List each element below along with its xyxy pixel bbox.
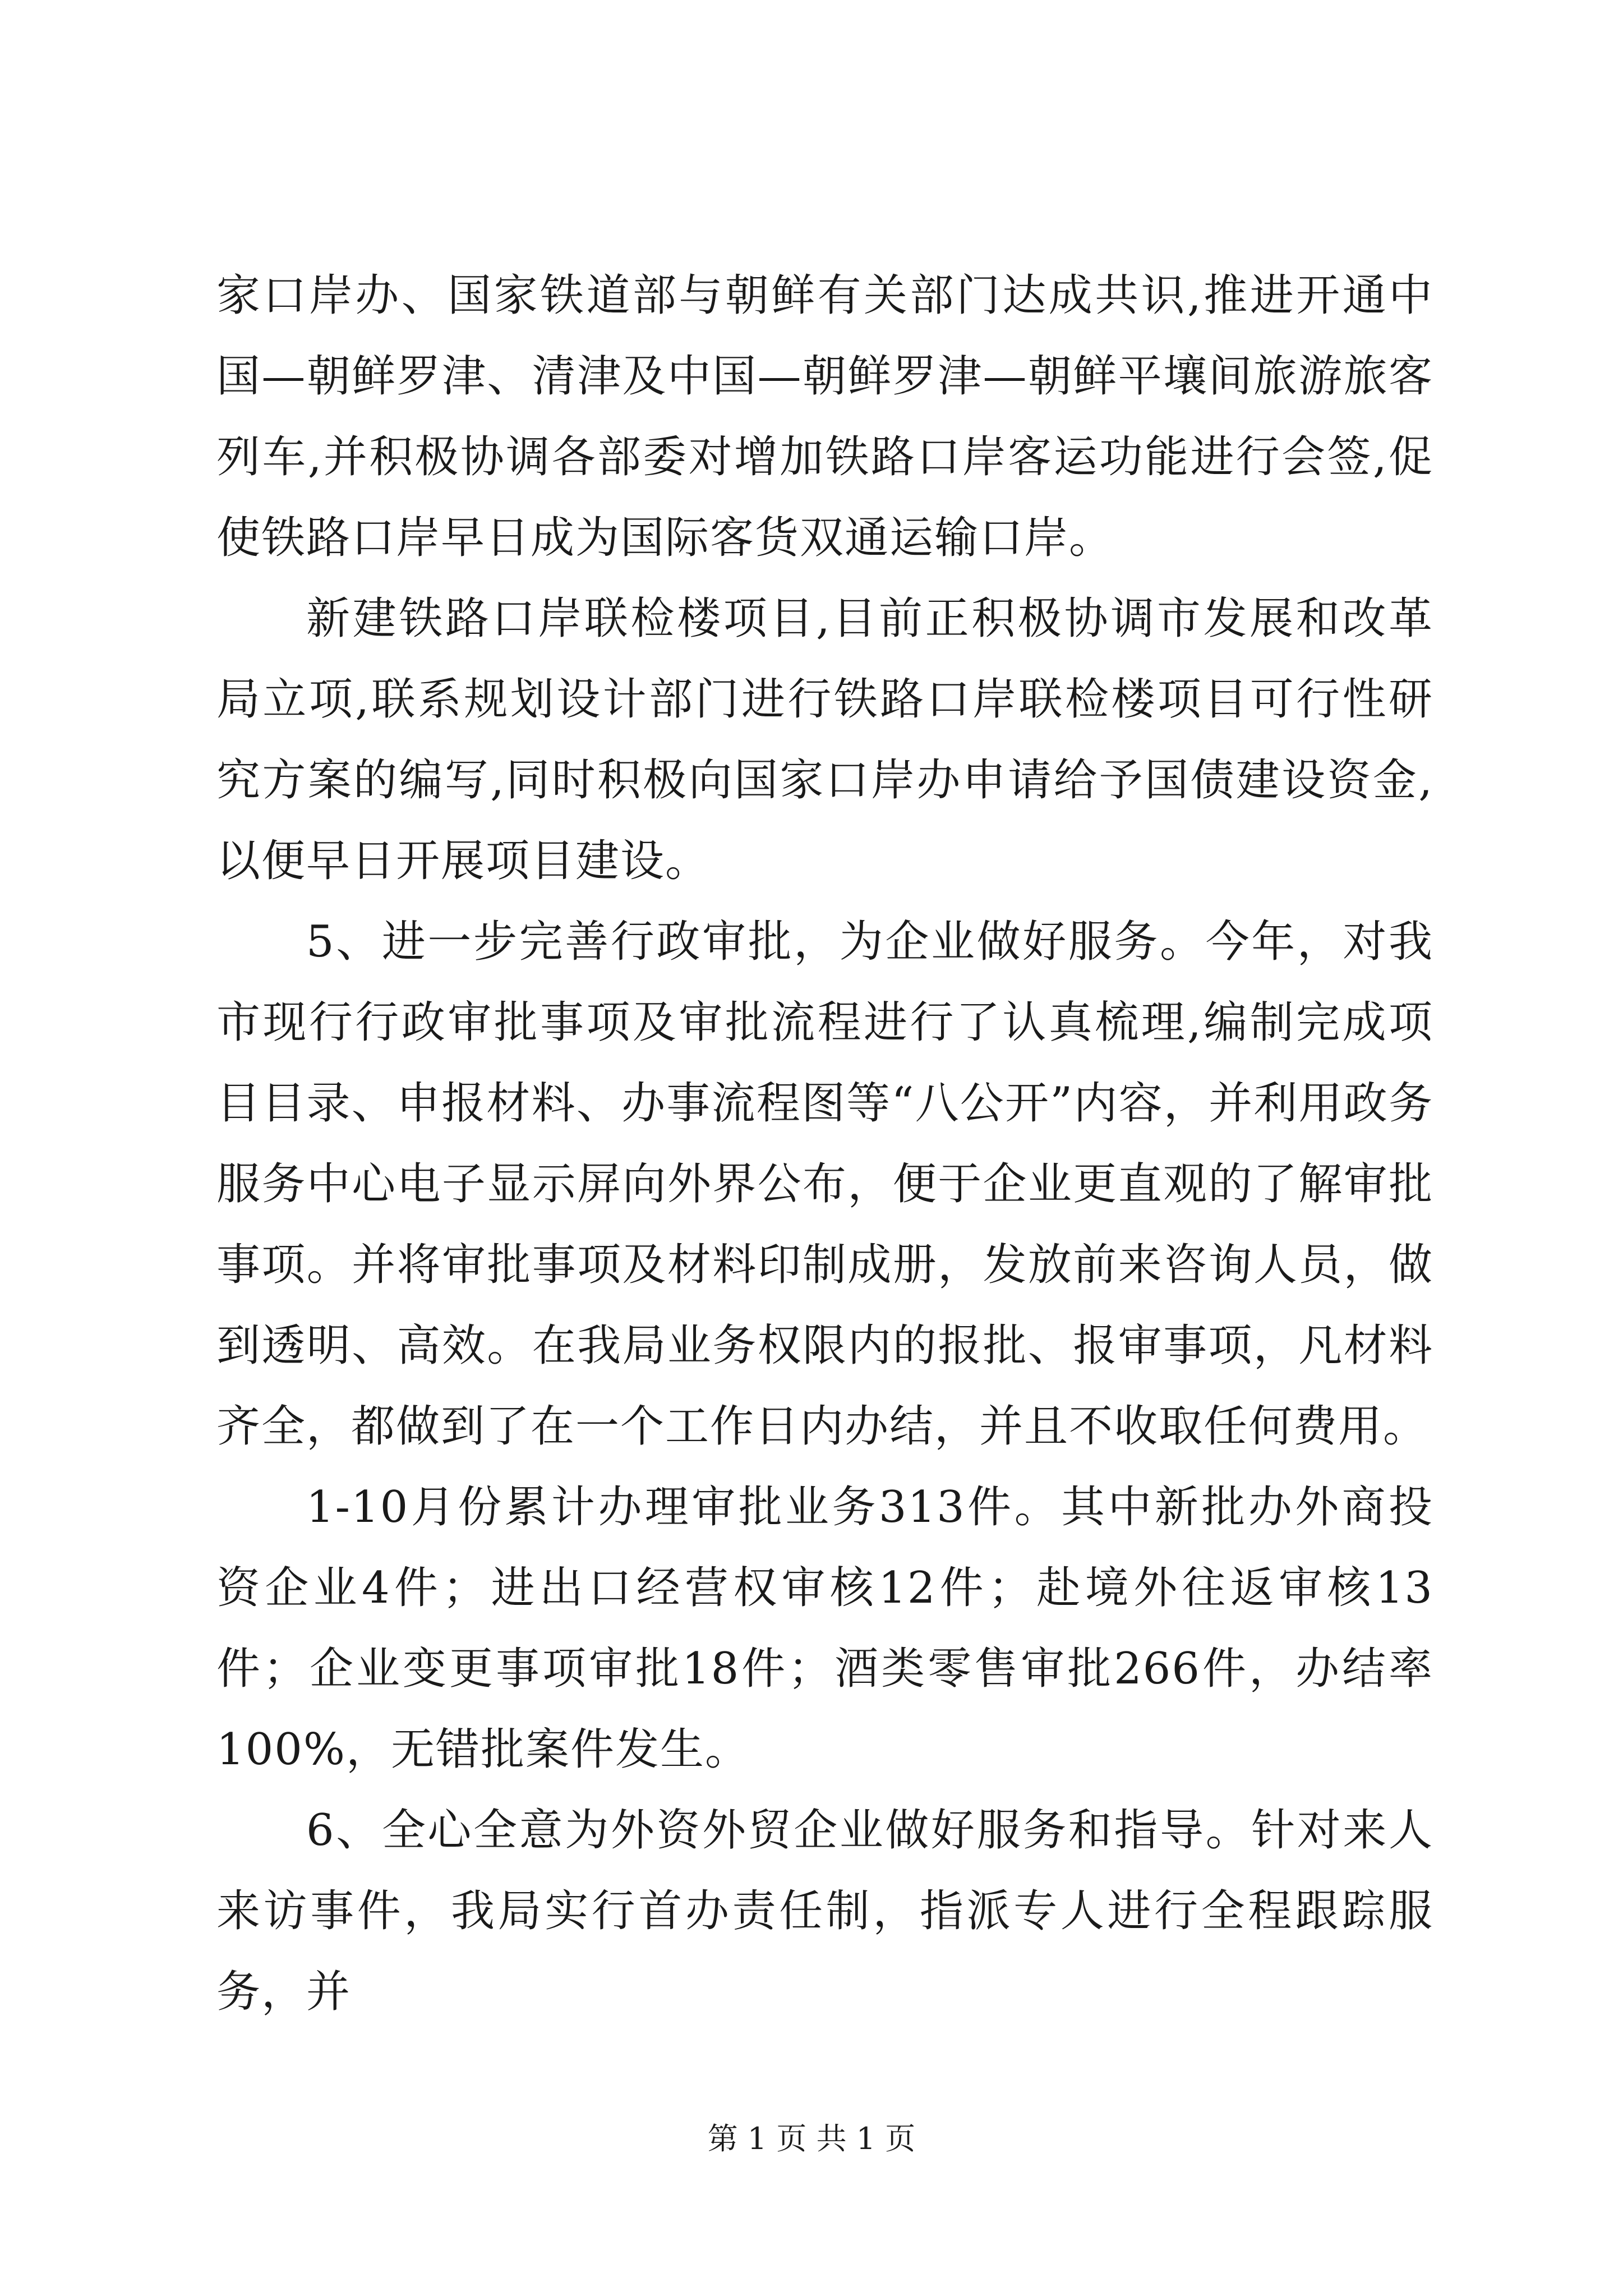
paragraph-3: 5、进一步完善行政审批，为企业做好服务。今年，对我市现行行政审批事项及审批流程进行了认真梳理,编制完成项目目录、申报材料、办事流程图等“八公开”内容，并利用政务服务中心电子显示屏向外界公布，便于企业更直观的了解审批事项。并将审批事项及材料印制成册，发放前来咨询人员，做到透明、高效。在我局业务权限内的报批、报审事项，凡材料齐全，都做到了在一个工作日内办结，并且不收取任何费用。: [216, 917, 1433, 1452]
paragraph-1: 家口岸办、国家铁道部与朝鲜有关部门达成共识,推进开通中国—朝鲜罗津、清津及中国—朝鲜罗津—朝鲜平壤间旅游旅客列车,并积极协调各部委对增加铁路口岸客运功能进行会签,促使铁路口岸早日成为国际客货双通运输口岸。: [216, 270, 1433, 563]
paragraph-2: 新建铁路口岸联检楼项目,目前正积极协调市发展和改革局立项,联系规划设计部门进行铁路口岸联检楼项目可行性研究方案的编写,同时积极向国家口岸办申请给予国债建设资金,以便早日开展项目建设。: [216, 593, 1433, 886]
document-body: [216, 255, 1433, 2032]
paragraph-4: 1-10月份累计办理审批业务313件。其中新批办外商投资企业4件；进出口经营权审核12件；赴境外往返审核13件；企业变更事项审批18件；酒类零售审批266件，办结率100%，无错批案件发生。: [216, 1482, 1433, 1775]
paragraph-5: 6、全心全意为外资外贸企业做好服务和指导。针对来人来访事件，我局实行首办责任制，指派专人进行全程跟踪服务，并: [216, 1805, 1433, 2017]
page-footer: 第 1 页 共 1 页: [707, 2121, 916, 2156]
